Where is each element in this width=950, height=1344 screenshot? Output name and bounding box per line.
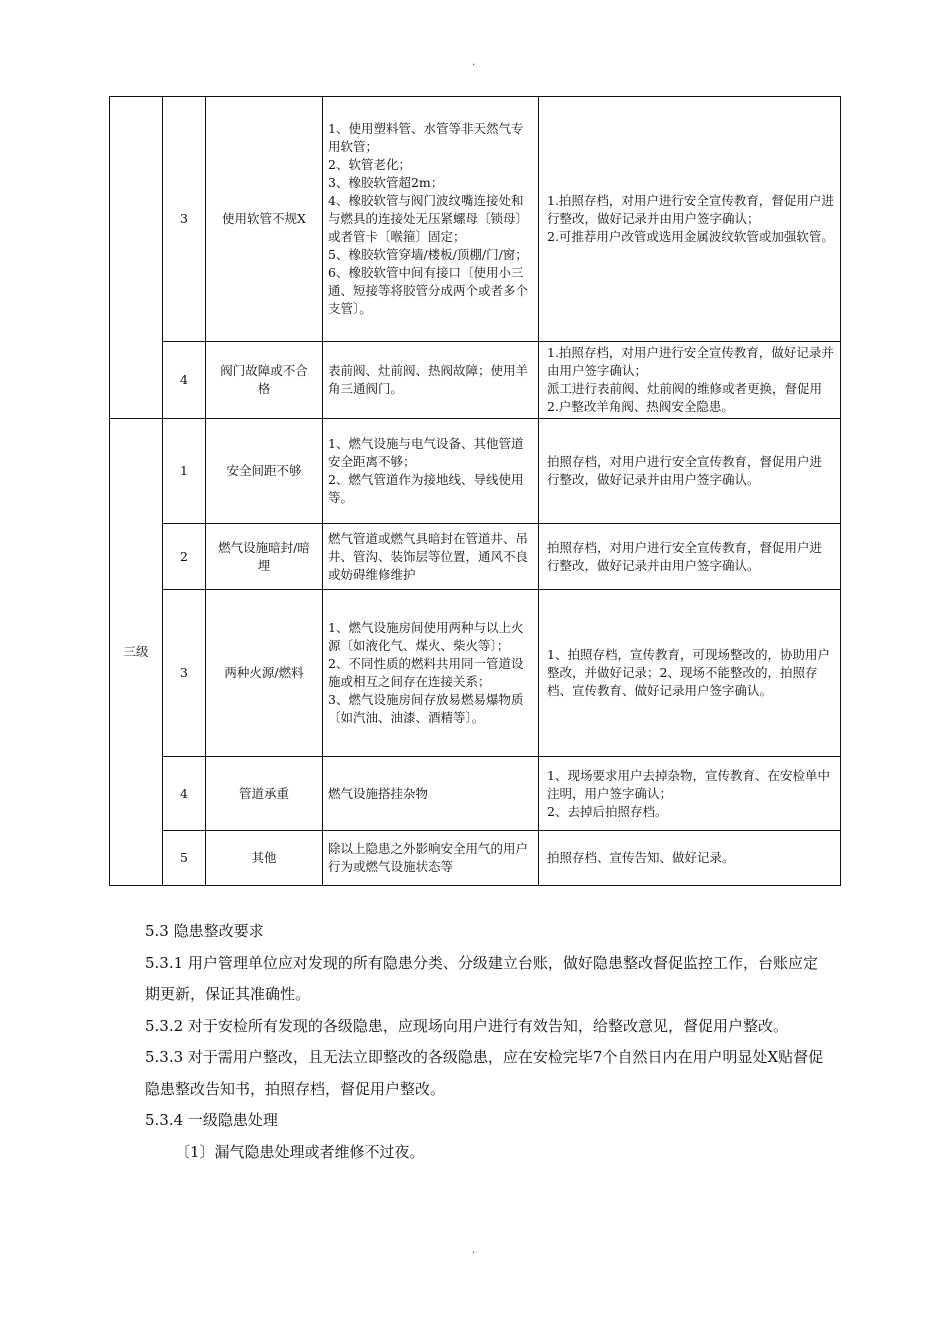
- description-line: 2、不同性质的燃料共用同一管道设施或相互之间存在连接关系；: [328, 656, 524, 689]
- handling-measure-cell: [539, 419, 841, 524]
- hazard-table-body: [110, 97, 841, 886]
- hazard-name-cell: 管道承重: [206, 757, 323, 831]
- table-row: [110, 97, 841, 342]
- description-line: 燃气设施搭挂杂物: [328, 785, 429, 801]
- number-cell: 4: [163, 342, 206, 419]
- handling-measure-cell: [539, 97, 841, 342]
- table-row: [110, 831, 841, 886]
- description-line: 燃气管道或燃气具暗封在管道井、吊井、管沟、装饰层等位置，通风不良或妨碍维修维护: [328, 530, 529, 582]
- handling-measure-cell: [539, 757, 841, 831]
- hazard-description-cell: [323, 831, 539, 886]
- level-cell: [110, 97, 163, 419]
- hazard-table: [109, 96, 841, 886]
- table-row: [110, 590, 841, 757]
- description-line: 1、燃气设施房间使用两种与以上火源〔如液化气、煤火、柴火等〕；: [328, 620, 524, 653]
- paragraph: 5.3.2 对于安检所有发现的各级隐患，应现场向用户进行有效告知，给整改意见，督促用户整改。: [145, 1016, 788, 1035]
- number-cell: 5: [163, 831, 206, 886]
- hazard-name-cell: 燃气设施暗封/暗埋: [206, 524, 323, 590]
- hazard-name-cell: 阀门故障或不合格: [206, 342, 323, 419]
- description-line: 2、燃气管道作为接地线、导线使用等。: [328, 472, 524, 505]
- hazard-description-cell: [323, 342, 539, 419]
- table-row: [110, 419, 841, 524]
- table-row: [110, 757, 841, 831]
- description-line: 2、软管老化；: [328, 157, 411, 172]
- header-dot: .: [472, 57, 476, 68]
- level-cell: 三级: [110, 419, 163, 886]
- handling-measure-cell: [539, 831, 841, 886]
- number-cell: 4: [163, 757, 206, 831]
- hazard-name-cell: 使用软管不规X: [206, 97, 323, 342]
- measure-line: 2、去掉后拍照存档。: [547, 803, 668, 819]
- hazard-description-cell: [323, 419, 539, 524]
- footer-dot: .: [472, 1245, 476, 1256]
- measure-line: 拍照存档，对用户进行安全宣传教育，督促用户进行整改，做好记录并由用户签字确认。: [547, 539, 823, 573]
- description-line: 3、燃气设施房间存放易燃易爆物质〔如汽油、油漆、酒精等〕。: [328, 692, 524, 725]
- paragraph: 5.3.3 对于需用户整改，且无法立即整改的各级隐患，应在安检完毕7个自然日内在用户明显处X贴督促隐患整改告知书，拍照存档，督促用户整改。: [145, 1048, 824, 1098]
- description-line: 3、橡胶软管超2m；: [328, 175, 444, 190]
- measure-line: 2.户整改羊角阀、热阀安全隐患。: [547, 399, 734, 414]
- hazard-description-cell: [323, 524, 539, 590]
- measure-line: 拍照存档、宣传告知、做好记录。: [547, 850, 735, 865]
- hazard-description-cell: [323, 97, 539, 342]
- paragraph: 〔1〕漏气隐患处理或者维修不过夜。: [175, 1142, 425, 1161]
- measure-line: 拍照存档，对用户进行安全宣传教育，督促用户进行整改，做好记录并由用户签字确认。: [547, 454, 823, 487]
- description-line: 1、使用塑料管、水管等非天然气专用软管；: [328, 121, 524, 154]
- number-cell: 1: [163, 419, 206, 524]
- hazard-name-cell: 安全间距不够: [206, 419, 323, 524]
- handling-measure-cell: [539, 524, 841, 590]
- handling-measure-cell: [539, 590, 841, 757]
- measure-line: 1、现场要求用户去掉杂物，宣传教育、在安检单中注明，用户签字确认；: [547, 767, 830, 801]
- measure-line: 1、拍照存档，宣传教育，可现场整改的，协助用户整改，并做好记录；2、现场不能整改的，拍照存档、宣传教育、做好记录用户签字确认。: [547, 647, 830, 698]
- table-row: [110, 342, 841, 419]
- handling-measure-cell: [539, 342, 841, 419]
- rectification-requirements: [145, 916, 825, 1168]
- description-line: 除以上隐患之外影响安全用气的用户行为或燃气设施状态等: [328, 841, 529, 874]
- hazard-description-cell: [323, 757, 539, 831]
- paragraph: 5.3.1 用户管理单位应对发现的所有隐患分类、分级建立台账，做好隐患整改督促监控工作，台账应定期更新，保证其准确性。: [145, 953, 818, 1003]
- description-line: 表前阀、灶前阀、热阀故障；使用羊角三通阀门。: [328, 363, 529, 396]
- table-row: [110, 524, 841, 590]
- measure-line: 1.拍照存档，对用户进行安全宣传教育，做好记录并由用户签字确认；: [547, 345, 834, 378]
- hazard-description-cell: [323, 590, 539, 757]
- hazard-name-cell: 其他: [206, 831, 323, 886]
- number-cell: 2: [163, 524, 206, 590]
- number-cell: 3: [163, 590, 206, 757]
- section-heading: 5.3.4 一级隐患处理: [145, 1111, 278, 1129]
- measure-line: 派工进行表前阀、灶前阀的维修或者更换，督促用: [547, 381, 823, 396]
- section-heading: 5.3 隐患整改要求: [145, 922, 264, 940]
- description-line: 5、橡胶软管穿墙/楼板/顶棚/门/窗；: [328, 247, 528, 262]
- measure-line: 1.拍照存档，对用户进行安全宣传教育，督促用户进行整改，做好记录并由用户签字确认；: [547, 193, 834, 226]
- description-line: 6、橡胶软管中间有接口〔使用小三通、短接等将胶管分成两个或者多个支管〕。: [328, 265, 529, 316]
- number-cell: 3: [163, 97, 206, 342]
- description-line: 1、燃气设施与电气设备、其他管道安全距离不够；: [328, 436, 524, 469]
- description-line: 4、橡胶软管与阀门波纹嘴连接处和与燃具的连接处无压紧螺母〔锁母〕或者管卡〔喉箍〕固定；: [328, 193, 529, 244]
- measure-line: 2.可推荐用户改管或选用金属波纹软管或加强软管。: [547, 229, 834, 244]
- hazard-name-cell: 两种火源/燃料: [206, 590, 323, 757]
